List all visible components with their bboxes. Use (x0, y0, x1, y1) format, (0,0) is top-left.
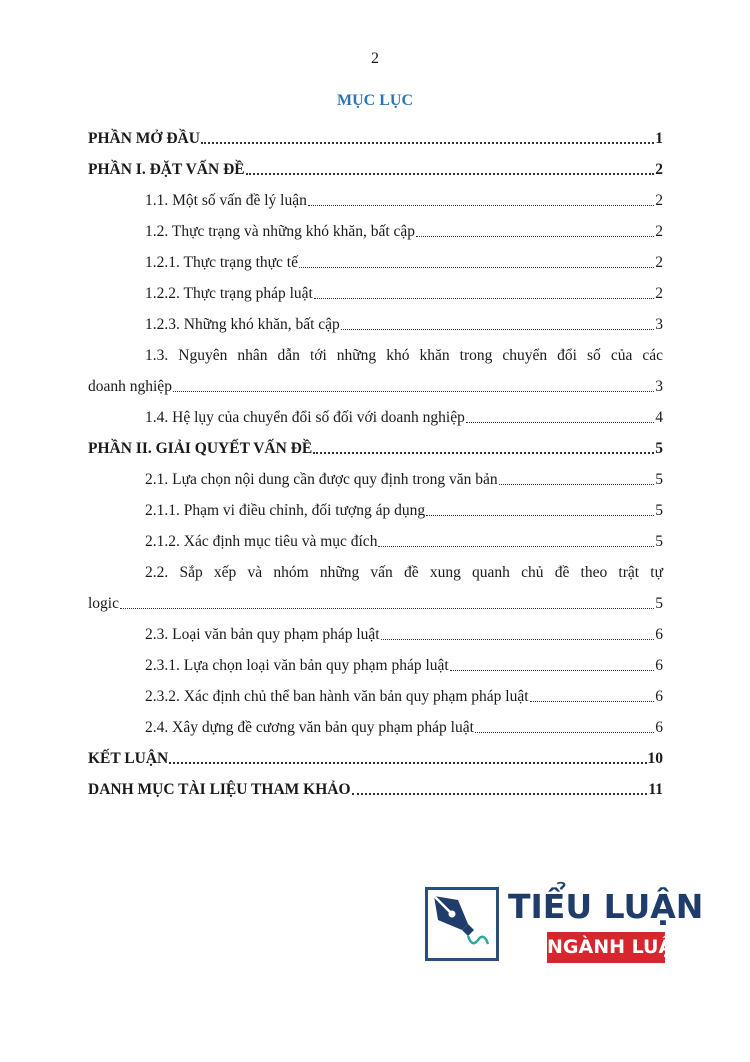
toc-entry-label: 1.2.3. Những khó khăn, bất cập (145, 316, 340, 333)
dot-leader (169, 762, 646, 764)
toc-entry-label: 1.3. Nguyên nhân dẫn tới những khó khăn trong chuyển đổi số của các (145, 347, 663, 364)
toc-entry[interactable] (88, 771, 663, 799)
dot-leader (341, 329, 654, 330)
toc-entry-label: DANH MỤC TÀI LIỆU THAM KHẢO (88, 781, 351, 798)
toc-entry-page: 5 (655, 595, 663, 612)
toc-entry-label: 2.1. Lựa chọn nội dung cần được quy định trong văn bản (145, 471, 498, 488)
dot-leader (416, 236, 654, 237)
toc-entry-page: 5 (655, 440, 663, 457)
toc-entry[interactable] (88, 740, 663, 768)
toc-entry-label: 1.4. Hệ lụy của chuyển đổi số đối với doanh nghiệp (145, 409, 465, 426)
toc-entry-label: KẾT LUẬN (88, 750, 169, 767)
toc-entry-label: 2.2. Sắp xếp và nhóm những vấn đề xung quanh chủ đề theo trật tự (145, 564, 663, 581)
toc-entry-label: PHẦN I. ĐẶT VẤN ĐỀ (88, 161, 245, 178)
toc-entry-page: 2 (655, 285, 663, 302)
toc-entry-label: 1.2. Thực trạng và những khó khăn, bất cập (145, 223, 416, 240)
toc-entry[interactable] (88, 461, 663, 489)
toc-entry[interactable] (88, 399, 663, 427)
toc-entry-page: 1 (655, 130, 663, 147)
toc-entry-page: 5 (655, 533, 663, 550)
toc-entry-label: 1.2.2. Thực trạng pháp luật (145, 285, 313, 302)
toc-entry-page: 6 (655, 626, 663, 643)
toc-entry[interactable] (88, 616, 663, 644)
toc-entry-label: PHẦN MỞ ĐẦU (88, 130, 200, 147)
dot-leader (381, 639, 655, 640)
toc-title: MỤC LỤC (337, 92, 413, 109)
toc-entry[interactable] (88, 182, 663, 210)
dot-leader (120, 608, 654, 609)
toc-entry[interactable] (88, 275, 663, 303)
toc-entry[interactable] (88, 678, 663, 706)
toc-entry[interactable] (88, 306, 663, 334)
fountain-pen-icon (428, 890, 496, 958)
toc-entry[interactable] (88, 492, 663, 520)
toc-entry-page: 3 (655, 316, 663, 333)
logo-emblem (425, 887, 499, 961)
toc-entry-page: 10 (647, 750, 663, 767)
dot-leader (308, 205, 654, 206)
dot-leader (499, 484, 655, 485)
toc-entry[interactable] (88, 244, 663, 272)
dot-leader (313, 452, 654, 454)
toc-entry[interactable] (88, 120, 663, 148)
toc-entry-page: 4 (655, 409, 663, 426)
toc-entry-continuation[interactable] (88, 585, 663, 613)
dot-leader (426, 515, 654, 516)
logo-title: TIỂU LUẬN (508, 887, 704, 926)
toc-entry-wrapped[interactable] (145, 554, 663, 582)
toc-entry-page: 6 (655, 688, 663, 705)
toc-entry-label: 2.4. Xây dựng đề cương văn bản quy phạm pháp luật (145, 719, 474, 736)
dot-leader (466, 422, 654, 423)
toc-entry-page: 2 (655, 161, 663, 178)
toc-entry-continuation[interactable] (88, 368, 663, 396)
toc-entry-page: 6 (655, 719, 663, 736)
toc-entry-page: 5 (655, 471, 663, 488)
toc-entry-page: 2 (655, 192, 663, 209)
dot-leader (314, 298, 654, 299)
toc-entry-label: 2.3. Loại văn bản quy phạm pháp luật (145, 626, 380, 643)
toc-entry-wrapped[interactable] (145, 337, 663, 365)
dot-leader (299, 267, 654, 268)
toc-entry-label: 1.2.1. Thực trạng thực tế (145, 254, 298, 271)
toc-entry-label: 2.3.1. Lựa chọn loại văn bản quy phạm pháp luật (145, 657, 449, 674)
dot-leader (378, 546, 654, 547)
toc-entry[interactable] (88, 430, 663, 458)
toc-entry-label: PHẦN II. GIẢI QUYẾT VẤN ĐỀ (88, 440, 313, 457)
toc-entry[interactable] (88, 213, 663, 241)
dot-leader (352, 793, 648, 795)
toc-entry-page: 5 (655, 502, 663, 519)
toc-entry-label: 2.1.2. Xác định mục tiêu và mục đích (145, 533, 378, 550)
toc-entry[interactable] (88, 151, 663, 179)
dot-leader (450, 670, 655, 671)
dot-leader (475, 732, 654, 733)
toc-entry-label-cont: logic (88, 595, 119, 612)
toc-entry-page: 2 (655, 223, 663, 240)
toc-entry-page: 2 (655, 254, 663, 271)
page-number: 2 (371, 50, 379, 67)
toc-entry-label: 2.1.1. Phạm vi điều chỉnh, đối tượng áp dụng (145, 502, 426, 519)
toc-entry[interactable] (88, 709, 663, 737)
dot-leader (246, 173, 655, 175)
toc-entry[interactable] (88, 647, 663, 675)
dot-leader (173, 391, 654, 392)
toc-entry-page: 3 (655, 378, 663, 395)
toc-entry[interactable] (88, 523, 663, 551)
logo-subtitle: NGÀNH LUẬT (547, 932, 665, 963)
toc-entry-label: 2.3.2. Xác định chủ thể ban hành văn bản quy phạm pháp luật (145, 688, 529, 705)
dot-leader (201, 142, 654, 144)
toc-entry-page: 6 (655, 657, 663, 674)
toc-entry-label: 1.1. Một số vấn đề lý luận (145, 192, 307, 209)
dot-leader (530, 701, 655, 702)
toc-entry-label-cont: doanh nghiệp (88, 378, 172, 395)
toc-entry-page: 11 (648, 781, 663, 798)
brand-logo (425, 887, 704, 965)
